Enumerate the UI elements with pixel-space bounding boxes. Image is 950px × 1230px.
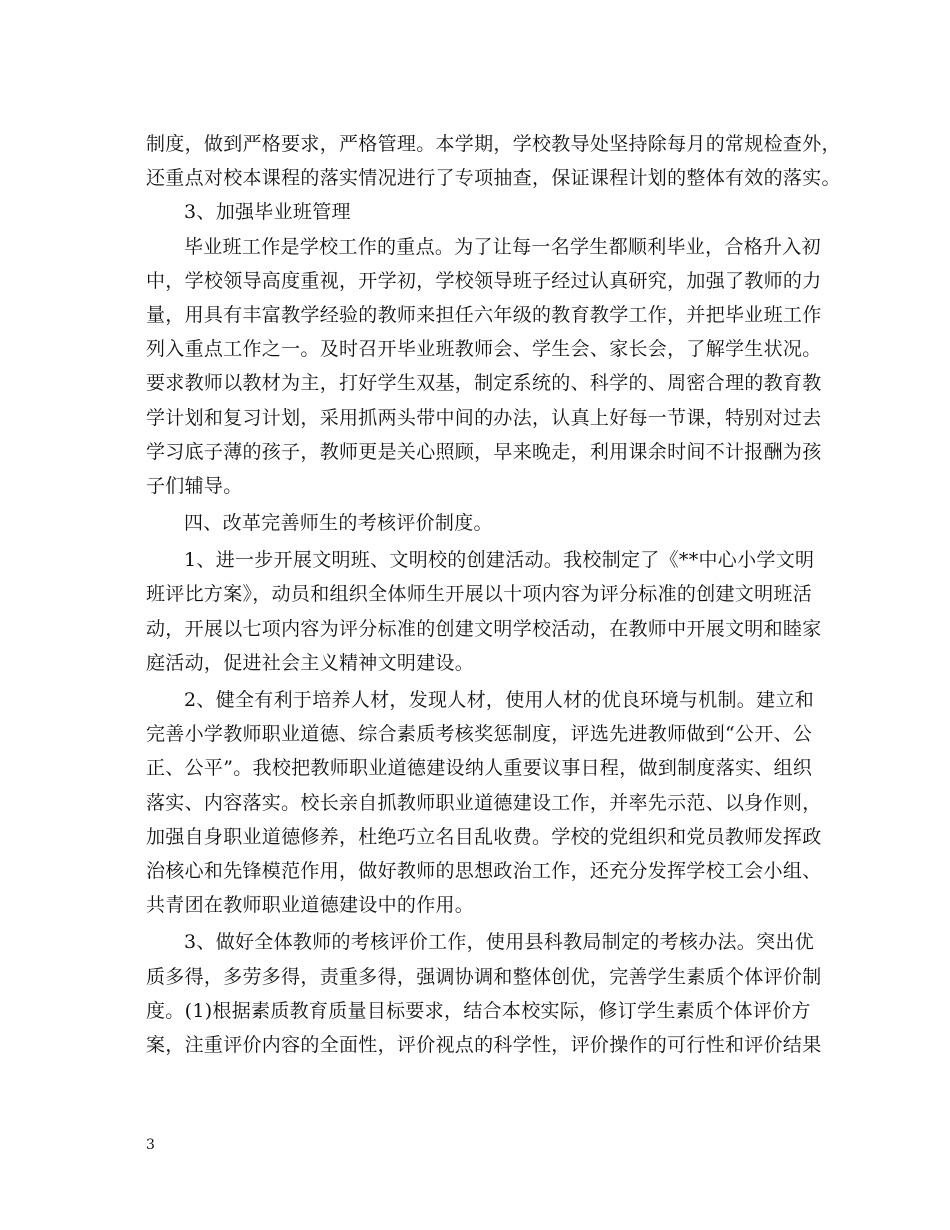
text-line: 加强自身职业道德修养，杜绝巧立名目乱收费。学校的党组织和党员教师发挥政 xyxy=(146,825,822,848)
text-line: 中，学校领导高度重视，开学初，学校领导班子经过认真研究，加强了教师的力 xyxy=(146,269,822,292)
text-line: 班评比方案》，动员和组织全体师生开展以十项内容为评分标准的创建文明班活 xyxy=(146,583,813,606)
text-line: 学计划和复习计划，采用抓两头带中间的办法，认真上好每一节课，特别对过去 xyxy=(146,406,822,429)
text-line: 质多得，多劳多得，责重多得，强调协调和整体创优，完善学生素质个体评价制 xyxy=(146,965,822,988)
body-text xyxy=(146,127,841,1062)
text-line: 2、健全有利于培养人材，发现人材，使用人材的优良环境与机制。建立和 xyxy=(184,689,814,711)
text-line: 学习底子薄的孩子，教师更是关心照顾，早来晚走，利用课余时间不计报酬为孩 xyxy=(146,440,822,463)
text-line: 完善小学教师职业道德、综合素质考核奖惩制度，评选先进教师做到“公开、公 xyxy=(146,723,813,746)
text-line: 案，注重评价内容的全面性，评价视点的科学性，评价操作的可行性和评价结果 xyxy=(146,1033,822,1056)
page-number: 3 xyxy=(146,1137,155,1153)
text-line: 要求教师以教材为主，打好学生双基，制定系统的、科学的、周密合理的教育教 xyxy=(146,372,822,395)
text-line: 庭活动，促进社会主义精神文明建设。 xyxy=(146,651,475,674)
text-line: 毕业班工作是学校工作的重点。为了让每一名学生都顺利毕业，合格升入初 xyxy=(184,235,821,258)
text-line: 治核心和先锋模范作用，做好教师的思想政治工作，还充分发挥学校工会小组、 xyxy=(146,859,822,882)
text-line: 正、公平”。我校把教师职业道德建设纳人重要议事日程，做到制度落实、组织 xyxy=(146,757,813,780)
text-line: 共青团在教师职业道德建设中的作用。 xyxy=(146,894,475,917)
text-line: 四、改革完善师生的考核评价制度。 xyxy=(184,512,493,535)
text-line: 1、进一步开展文明班、文明校的创建活动。我校制定了《**中心小学文明 xyxy=(184,549,815,572)
text-line: 制度，做到严格要求，严格管理。本学期，学校教导处坚持除每月的常规检查外， xyxy=(146,133,841,155)
text-line: 3、做好全体教师的考核评价工作，使用县科教局制定的考核办法。突出优 xyxy=(184,931,814,954)
text-line: 3、加强毕业班管理 xyxy=(184,201,351,224)
text-line: 量，用具有丰富教学经验的教师来担任六年级的教育教学工作，并把毕业班工作 xyxy=(146,303,822,326)
text-line: 列入重点工作之一。及时召开毕业班教师会、学生会、家长会，了解学生状况。 xyxy=(146,338,822,361)
text-line: 动，开展以七项内容为评分标准的创建文明学校活动，在教师中开展文明和睦家 xyxy=(146,617,822,640)
text-line: 还重点对校本课程的落实情况进行了专项抽查，保证课程计划的整体有效的落实。 xyxy=(146,167,841,190)
text-line: 落实、内容落实。校长亲自抓教师职业道德建设工作，并率先示范、以身作则， xyxy=(146,791,822,814)
text-line: 子们辅导。 xyxy=(146,474,243,497)
text-line: 度。(1)根据素质教育质量目标要求，结合本校实际，修订学生素质个体评价方 xyxy=(146,999,811,1022)
